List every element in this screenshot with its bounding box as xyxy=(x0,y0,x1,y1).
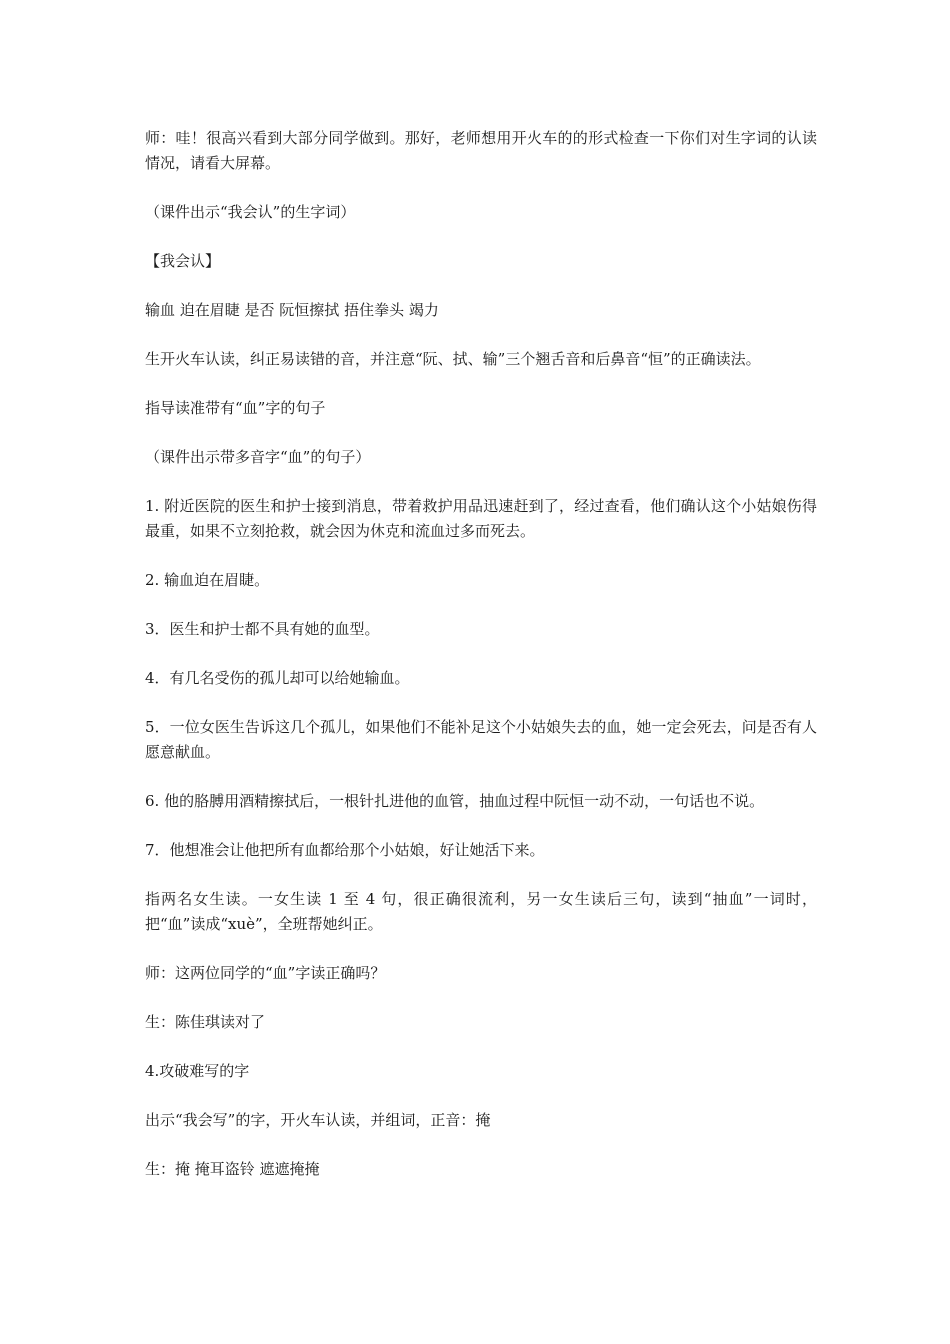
paragraph-courseware-note: （课件出示“我会认”的生字词） xyxy=(145,203,356,221)
list-item: 2. 输血迫在眉睫。 xyxy=(145,571,270,589)
paragraph-reading-practice: 生开火车认读，纠正易读错的音，并注意“阮、拭、输”三个翘舌音和后鼻音“恒”的正确读法。 xyxy=(145,350,761,368)
list-item: 7．他想准会让他把所有血都给那个小姑娘，好让她活下来。 xyxy=(145,841,545,859)
paragraph-subheading: 4.攻破难写的字 xyxy=(145,1062,250,1080)
paragraph-student-answer: 生：陈佳琪读对了 xyxy=(145,1013,266,1031)
list-item: 4．有几名受伤的孤儿却可以给她输血。 xyxy=(145,669,410,687)
list-item: 6. 他的胳膊用酒精擦拭后，一根针扎进他的血管，抽血过程中阮恒一动不动，一句话也不说。 xyxy=(145,792,765,810)
paragraph-student-words: 生：掩 掩耳盗铃 遮遮掩掩 xyxy=(145,1160,320,1178)
paragraph-section-heading: 【我会认】 xyxy=(145,252,221,270)
paragraph-writing-practice: 出示“我会写”的字，开火车认读，并组词，正音：掩 xyxy=(145,1111,491,1129)
paragraph-student-reading: 指两名女生读。一女生读 1 至 4 句，很正确很流利，另一女生读后三句，读到“抽血”一词时，把“血”读成“xuè”，全班帮她纠正。 xyxy=(145,890,817,933)
list-item: 5．一位女医生告诉这几个孤儿，如果他们不能补足这个小姑娘失去的血，她一定会死去，问是否有人愿意献血。 xyxy=(145,718,817,761)
list-item: 1. 附近医院的医生和护士接到消息，带着救护用品迅速赶到了，经过查看，他们确认这个小姑娘伤得最重，如果不立刻抢救，就会因为休克和流血过多而死去。 xyxy=(145,497,817,540)
paragraph-vocabulary-list: 输血 迫在眉睫 是否 阮恒擦拭 捂住拳头 竭力 xyxy=(145,301,439,319)
paragraph-teacher-intro: 师：哇！很高兴看到大部分同学做到。那好，老师想用开火车的的形式检查一下你们对生字词的认读情况，请看大屏幕。 xyxy=(145,129,817,172)
list-item: 3．医生和护士都不具有她的血型。 xyxy=(145,620,380,638)
document-page xyxy=(145,126,817,1206)
paragraph-guidance: 指导读准带有“血”字的句子 xyxy=(145,399,326,417)
paragraph-teacher-question: 师：这两位同学的“血”字读正确吗？ xyxy=(145,964,386,982)
paragraph-courseware-sentences: （课件出示带多音字“血”的句子） xyxy=(145,448,371,466)
